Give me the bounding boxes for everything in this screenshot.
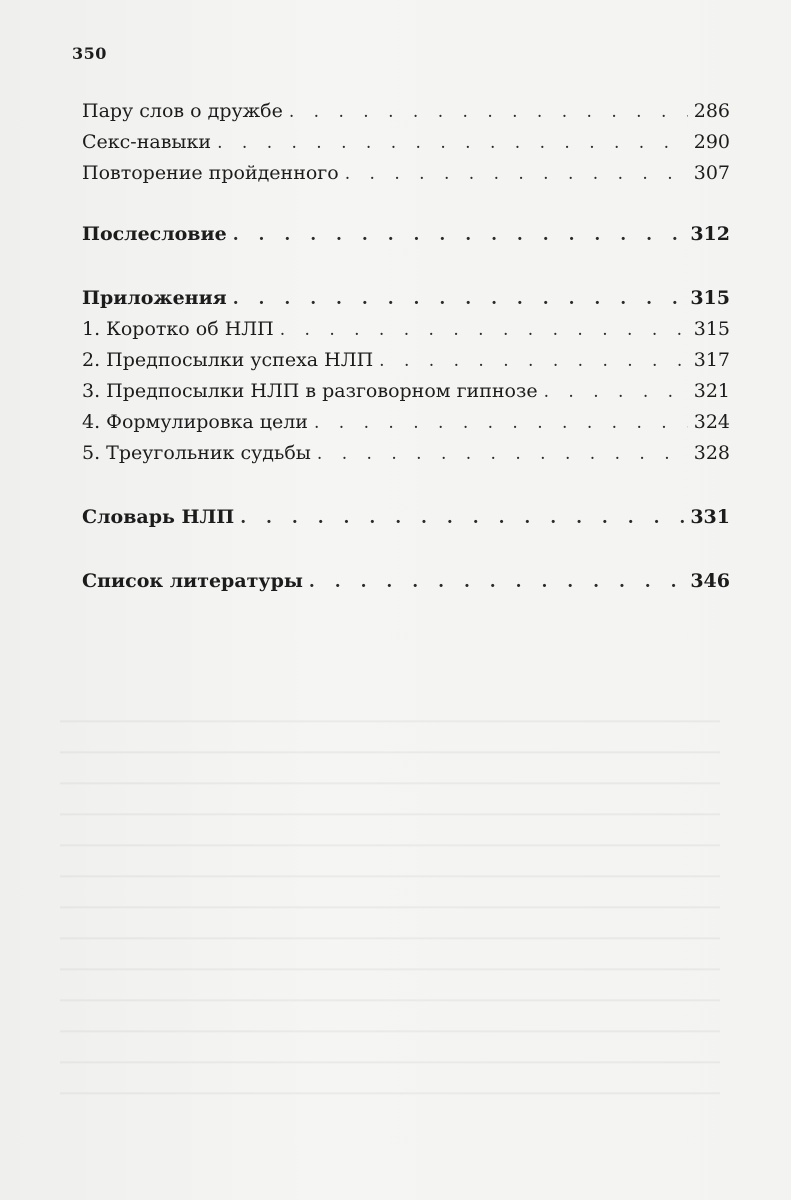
toc-section — [82, 566, 730, 597]
dot-leader — [289, 97, 688, 128]
dot-leader — [314, 408, 688, 439]
toc-entry-page: 321 — [693, 380, 730, 402]
toc-entry-title: 4. Формулировка цели — [82, 411, 308, 433]
toc-section-page: 312 — [690, 223, 730, 245]
toc-entry — [82, 438, 730, 469]
toc-section — [82, 502, 730, 533]
toc-entry-page: 290 — [693, 131, 730, 153]
toc-entry-page: 324 — [693, 411, 730, 433]
toc-entry-title: Секс-навыки — [82, 131, 212, 153]
toc-entry — [82, 407, 730, 438]
table-of-contents — [82, 96, 730, 597]
dot-leader — [240, 503, 684, 534]
show-through-texture — [60, 700, 720, 1120]
dot-leader — [233, 284, 685, 315]
toc-entry-title: 1. Коротко об НЛП — [82, 318, 274, 340]
toc-entry-page: 315 — [693, 318, 730, 340]
toc-entry-title: Повторение пройденного — [82, 162, 339, 184]
toc-section-page: 315 — [690, 287, 730, 309]
toc-entry-title: Пару слов о дружбе — [82, 100, 283, 122]
spacer — [82, 189, 730, 219]
toc-section-title: Приложения — [82, 287, 227, 309]
spacer — [82, 250, 730, 283]
dot-leader — [280, 315, 688, 346]
dot-leader — [379, 346, 688, 377]
toc-section-title: Послесловие — [82, 223, 227, 245]
toc-section-page: 346 — [690, 570, 730, 592]
toc-entry-title: 2. Предпосылки успеха НЛП — [82, 349, 374, 371]
toc-section — [82, 219, 730, 250]
toc-section-page: 331 — [690, 506, 730, 528]
toc-section-title: Список литературы — [82, 570, 303, 592]
toc-entry — [82, 96, 730, 127]
toc-section-title: Словарь НЛП — [82, 506, 235, 528]
toc-section — [82, 283, 730, 314]
toc-entry-page: 286 — [693, 100, 730, 122]
toc-entry-page: 307 — [693, 162, 730, 184]
toc-entry — [82, 158, 730, 189]
dot-leader — [317, 439, 688, 470]
toc-entry-page: 317 — [693, 349, 730, 371]
spacer — [82, 533, 730, 566]
spacer — [82, 469, 730, 502]
dot-leader — [309, 567, 684, 598]
dot-leader — [233, 220, 685, 251]
toc-entry — [82, 376, 730, 407]
page-number: 350 — [72, 44, 107, 63]
toc-entry-page: 328 — [693, 442, 730, 464]
toc-entry — [82, 345, 730, 376]
dot-leader — [217, 128, 688, 159]
toc-entry — [82, 127, 730, 158]
dot-leader — [544, 377, 688, 408]
dot-leader — [345, 159, 688, 190]
toc-entry-title: 3. Предпосылки НЛП в разговорном гипнозе — [82, 380, 538, 402]
toc-entry — [82, 314, 730, 345]
toc-entry-title: 5. Треугольник судьбы — [82, 442, 311, 464]
